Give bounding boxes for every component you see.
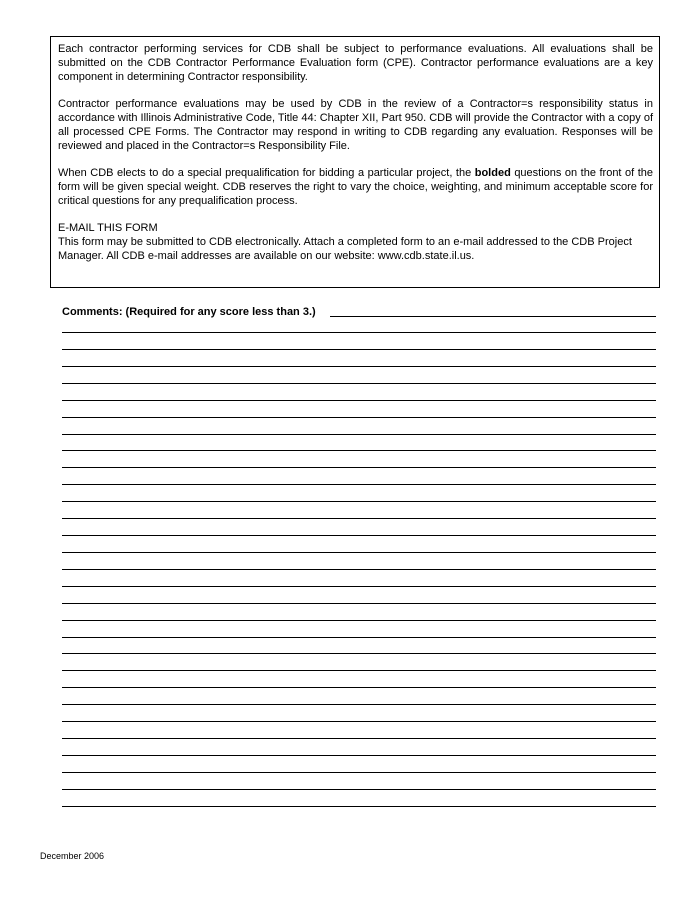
email-section [58,221,653,263]
comment-line[interactable] [62,417,656,418]
comment-line[interactable] [62,467,656,468]
comment-line[interactable] [62,450,656,451]
comment-line[interactable] [62,569,656,570]
instructions-box [50,36,660,288]
email-text: This form may be submitted to CDB electronically. Attach a completed form to an e-mail addressed to the CDB Project Manager. All CDB e-mail addresses are available on our website: www.cdb.state.il.us. [58,236,632,262]
comment-line[interactable] [62,400,656,401]
comment-line[interactable] [62,383,656,384]
comment-line[interactable] [62,518,656,519]
comment-line[interactable] [62,332,656,333]
comment-line[interactable] [62,721,656,722]
comment-line[interactable] [62,349,656,350]
comment-line[interactable] [62,620,656,621]
bolded-keyword: bolded [474,167,511,179]
comment-line[interactable] [62,806,656,807]
comment-line[interactable] [62,637,656,638]
comment-line[interactable] [62,704,656,705]
email-heading: E-MAIL THIS FORM [58,222,158,234]
comment-line[interactable] [62,501,656,502]
comment-line[interactable] [62,366,656,367]
comment-line[interactable] [62,789,656,790]
comment-line[interactable] [62,484,656,485]
comment-line[interactable] [62,552,656,553]
prequalification-paragraph [58,166,653,208]
footer-date: December 2006 [40,851,105,861]
comment-line[interactable] [62,535,656,536]
comment-line-first[interactable] [330,316,656,317]
usage-paragraph: Contractor performance evaluations may be used by CDB in the review of a Contractor=s responsibility status in accordance with Illinois Administrative Code, Title 44: Chapter XII, Part 950. CDB will provide the Contractor with a copy of all processed CPE Forms. The Contractor may respond in writing to CDB regarding any evaluation. Responses will be reviewed and placed in the Contractor=s Responsibility File. [58,98,653,152]
comments-label: Comments: (Required for any score less than 3.) [62,306,316,318]
comment-line[interactable] [62,687,656,688]
prequalification-text-end: questions on the front of the form will be given special weight. CDB reserves the right to vary the choice, weighting, and minimum acceptable score for critical questions for any prequalification process. [58,167,653,207]
prequalification-text-start: When CDB elects to do a special prequalification for bidding a particular project, the [58,167,475,179]
comment-line[interactable] [62,653,656,654]
comment-line[interactable] [62,738,656,739]
comment-line[interactable] [62,603,656,604]
comment-line[interactable] [62,755,656,756]
comment-line[interactable] [62,586,656,587]
comment-line[interactable] [62,772,656,773]
evaluation-paragraph: Each contractor performing services for CDB shall be subject to performance evaluations. All evaluations shall be submitted on the CDB Contractor Performance Evaluation form (CPE). Contractor performance evaluations are a key component in determining Contractor responsibility. [58,43,653,83]
comment-line[interactable] [62,670,656,671]
comment-line[interactable] [62,434,656,435]
